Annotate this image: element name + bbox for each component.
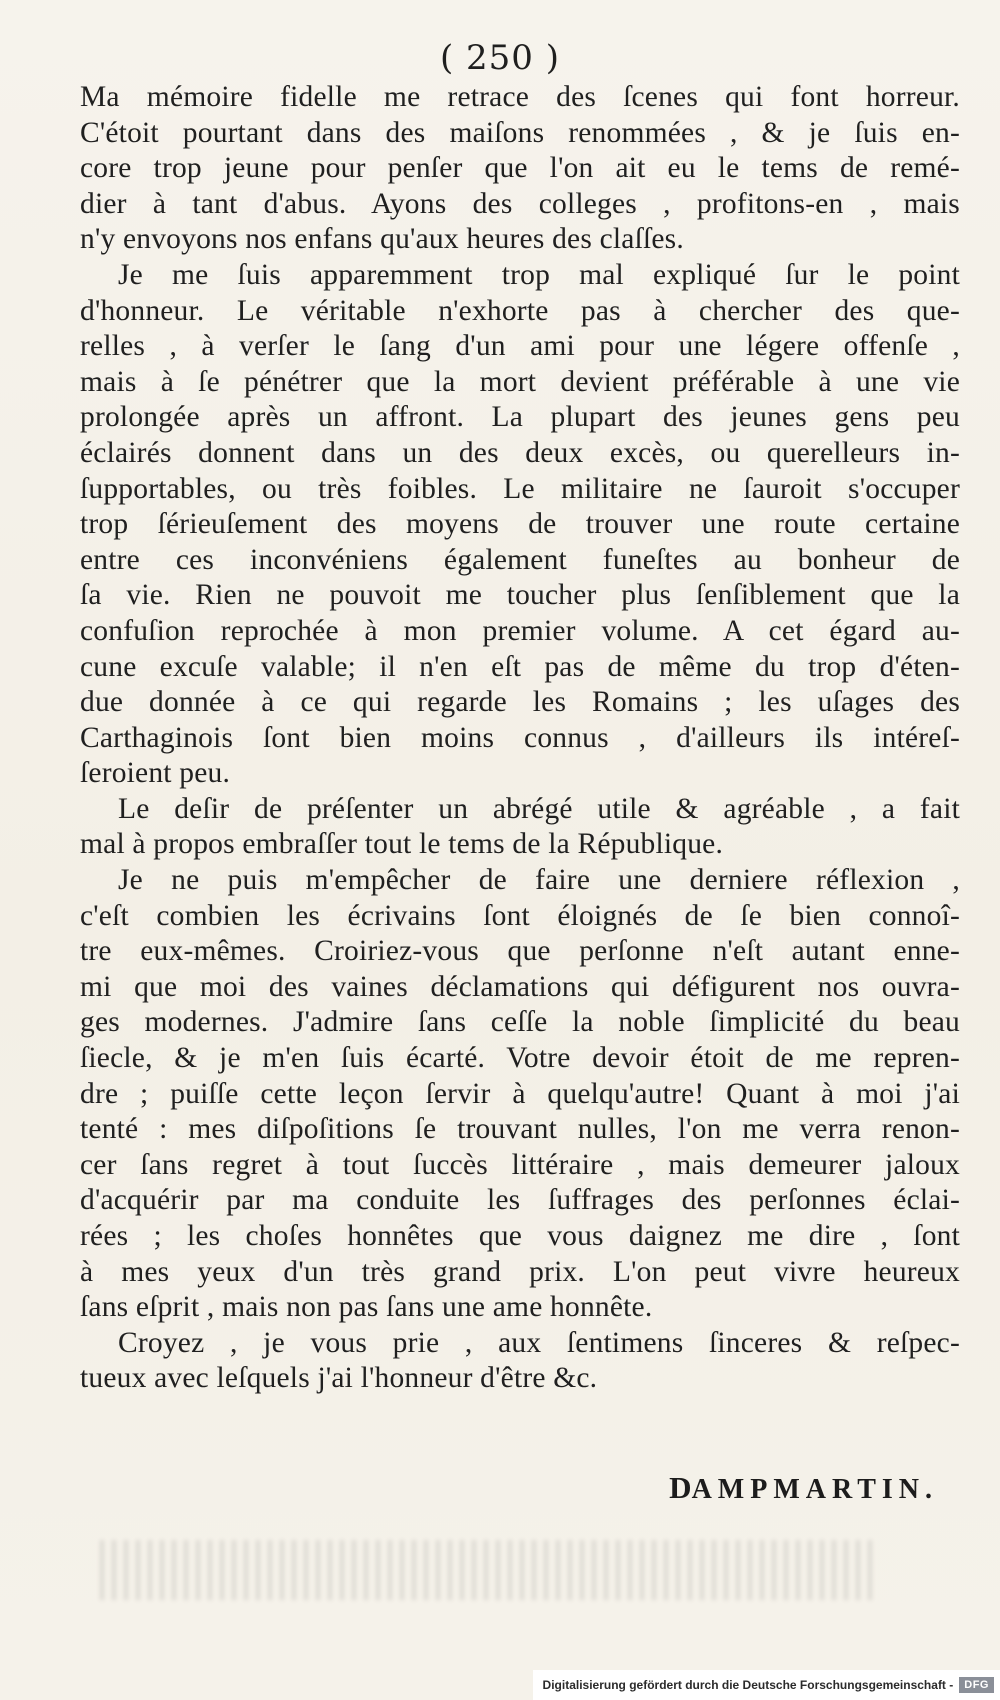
- dfg-logo-icon: DFG: [959, 1677, 994, 1693]
- text-line: trop ſérieuſement des moyens de trouver une route certaine: [80, 508, 960, 541]
- footer-credit: [533, 1670, 1000, 1700]
- text-line: prolongée après un affront. La plupart des jeunes gens peu: [80, 401, 960, 434]
- text-line: c'eſt combien les écrivains ſont éloignés de ſe bien connoî-: [80, 899, 960, 932]
- text-line: mais à ſe pénétrer que la mort devient préférable à une vie: [80, 365, 960, 398]
- footer-credit-text: Digitalisierung gefördert durch die Deutsche Forschungsgemeinschaft -: [542, 1678, 954, 1692]
- signature-rest: AMPMARTIN.: [691, 1474, 938, 1505]
- paragraph: [80, 792, 960, 863]
- text-line: cune excuſe valable; il n'en eſt pas de même du trop d'éten-: [80, 650, 960, 683]
- show-through-bleed: [100, 1540, 880, 1600]
- paragraph: [80, 1326, 960, 1397]
- body-text: [80, 80, 960, 1397]
- text-line: core trop jeune pour penſer que l'on ait eu le tems de remé-: [80, 152, 960, 185]
- text-line: Je me ſuis apparemment trop mal expliqué ſur le point: [118, 258, 960, 291]
- text-line: n'y envoyons nos enfans qu'aux heures des claſſes.: [80, 223, 684, 256]
- text-line: Ma mémoire fidelle me retrace des ſcenes qui font horreur.: [80, 81, 960, 113]
- signature-initial: D: [669, 1470, 692, 1505]
- text-line: C'étoit pourtant dans des maiſons renommées , & je ſuis en-: [80, 116, 960, 149]
- text-line: Je ne puis m'empêcher de faire une derniere réflexion ,: [118, 864, 960, 897]
- text-line: confuſion reprochée à mon premier volume. A cet égard au-: [80, 614, 960, 647]
- text-line: d'honneur. Le véritable n'exhorte pas à chercher des que-: [80, 294, 960, 327]
- text-line: rées ; les choſes honnêtes que vous daignez me dire , ſont: [80, 1220, 960, 1252]
- text-line: cer ſans regret à tout ſuccès littéraire , mais demeurer jaloux: [80, 1148, 960, 1181]
- text-line: mi que moi des vaines déclamations qui défigurent nos ouvra-: [80, 970, 960, 1003]
- text-line: à mes yeux d'un très grand prix. L'on peut vivre heureux: [80, 1255, 960, 1288]
- text-line: Croyez , je vous prie , aux ſentimens ſinceres & reſpec-: [118, 1326, 960, 1359]
- text-line: éclairés donnent dans un des deux excès, ou querelleurs in-: [80, 436, 960, 469]
- text-line: tenté : mes diſpoſitions ſe trouvant nulles, l'on me verra renon-: [80, 1113, 960, 1146]
- text-line: ſeroient peu.: [80, 757, 231, 790]
- paragraph: [80, 863, 960, 1326]
- text-line: mal à propos embraſſer tout le tems de la République.: [80, 828, 724, 861]
- text-line: ſans eſprit , mais non pas ſans une ame honnête.: [80, 1291, 653, 1324]
- text-line: d'acquérir par ma conduite les ſuffrages des perſonnes éclai-: [80, 1184, 960, 1217]
- text-line: ſiecle, & je m'en ſuis écarté. Votre devoir étoit de me repren-: [80, 1042, 960, 1075]
- page-number: ( 250 ): [439, 38, 561, 78]
- paragraph: [80, 258, 960, 792]
- text-line: dre ; puiſſe cette leçon ſervir à quelqu'autre! Quant à moi j'ai: [80, 1077, 960, 1110]
- text-line: tueux avec leſquels j'ai l'honneur d'être &c.: [80, 1362, 598, 1395]
- text-line: relles , à verſer le ſang d'un ami pour une légere offenſe ,: [80, 330, 960, 363]
- text-line: Carthaginois ſont bien moins connus , d'ailleurs ils intéreſ-: [80, 721, 960, 754]
- text-line: entre ces inconvéniens également funeſtes au bonheur de: [80, 543, 960, 576]
- signature: [669, 1470, 938, 1506]
- paragraph: [80, 80, 960, 258]
- text-line: dier à tant d'abus. Ayons des colleges , profitons-en , mais: [80, 187, 960, 220]
- text-line: tre eux-mêmes. Croiriez-vous que perſonne n'eſt autant enne-: [80, 935, 960, 968]
- text-line: due donnée à ce qui regarde les Romains ; les uſages des: [80, 686, 960, 719]
- text-line: ſa vie. Rien ne pouvoit me toucher plus ſenſiblement que la: [80, 579, 960, 612]
- text-line: ſupportables, ou très foibles. Le militaire ne ſauroit s'occuper: [80, 472, 960, 505]
- text-line: Le deſir de préſenter un abrégé utile & agréable , a fait: [118, 792, 960, 825]
- text-line: ges modernes. J'admire ſans ceſſe la noble ſimplicité du beau: [80, 1006, 960, 1039]
